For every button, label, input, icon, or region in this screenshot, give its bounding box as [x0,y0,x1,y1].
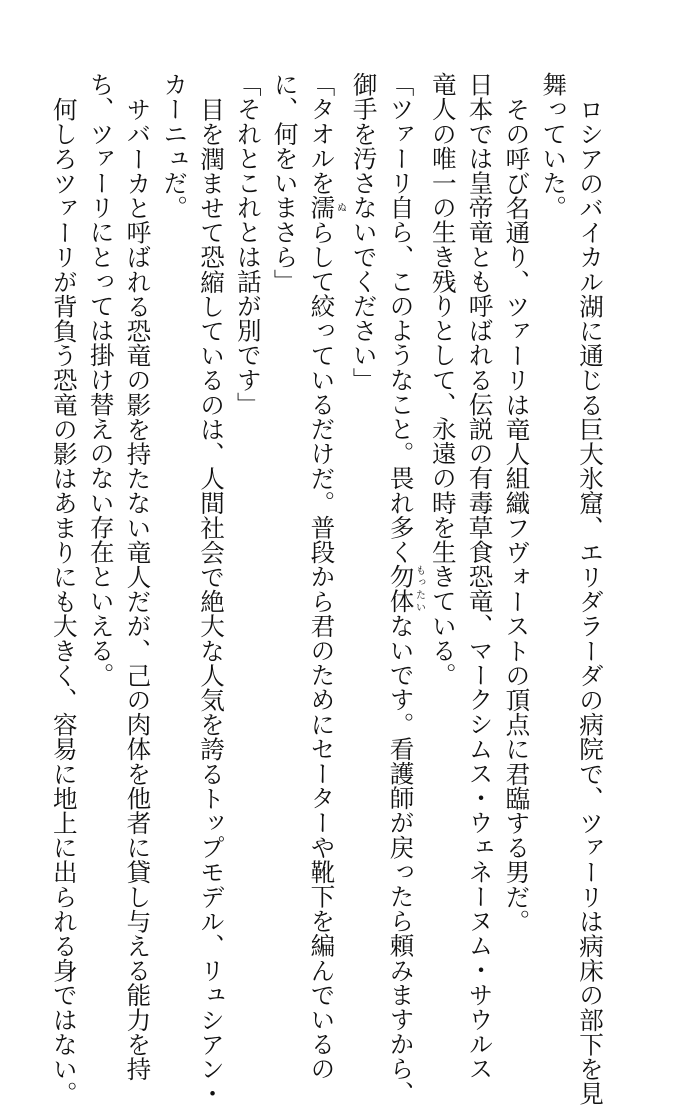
text-line [303,72,346,1081]
ruby-base: 濡 [307,195,337,220]
text-line: 日本では皇帝竜とも呼ばれる伝説の有毒草食恐竜、マークシムス・ウェネーヌム・サウルス [465,72,495,1081]
vertical-text-body [45,72,608,1105]
text-segment: 「ツァーリ自ら、このようなこと。畏れ多く [386,72,416,564]
text-segment: らして絞っているだけだ。普段から君のためにセーターや靴下を編んでいるの [307,219,337,1081]
ruby-reading: もったい [413,564,425,614]
ruby-reading: ぬ [334,195,346,220]
ruby-annotation [307,195,346,220]
text-line: カーニュだ。 [160,72,190,220]
ruby-annotation [386,564,425,614]
text-line [382,72,425,1105]
text-segment: 「タオルを [307,72,337,195]
text-line: 何しろツァーリが背負う恐竜の影はあまりにも大きく、容易に地上に出られる身ではない。 [49,96,79,1105]
text-line: 竜人の唯一の生き残りとして、永遠の時を生きている。 [428,72,458,687]
ruby-base: 勿体 [386,564,416,614]
text-line: その呼び名通り、ツァーリは竜人組織フヴォーストの頂点に君臨する男だ。 [502,96,532,933]
text-line: 御手を汚さないでください」 [349,72,379,392]
text-line: に、何をいまさら」 [270,72,300,294]
text-line: 「それとこれとは話が別です」 [233,72,263,417]
text-line: サバーカと呼ばれる恐竜の影を持たない竜人だが、己の肉体を他者に貸し与える能力を持 [123,96,153,1081]
text-line: ち、ツァーリにとっては掛け替えのない存在といえる。 [86,72,116,687]
text-line: ロシアのバイカル湖に通じる巨大氷窟、エリダラーダの病院で、ツァーリは病床の部下を見 [576,96,605,1105]
text-segment: ないです。看護師が戻ったら頼みますから、 [386,613,416,1105]
text-line: 目を潤ませて恐縮しているのは、人間社会で絶大な人気を誇るトップモデル、リュシアン・ [197,96,227,1105]
text-line: 舞っていた。 [539,72,569,220]
